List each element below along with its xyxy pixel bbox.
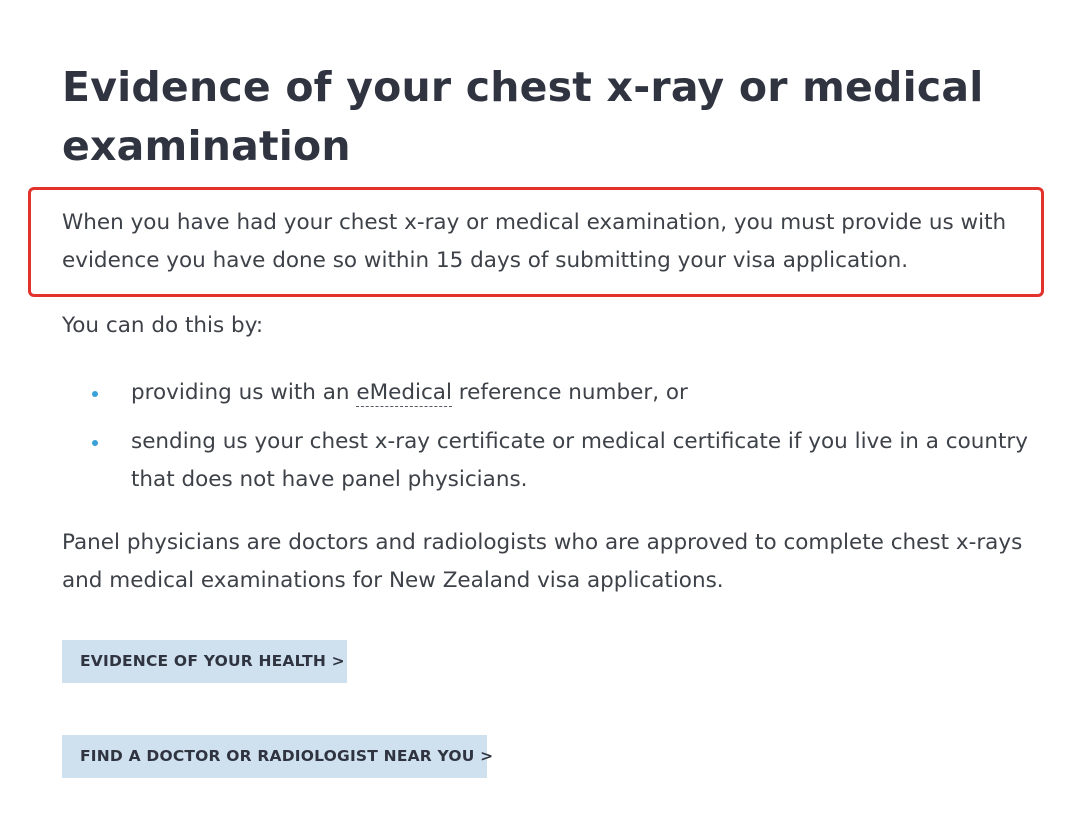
page-title: Evidence of your chest x-ray or medical examination	[62, 63, 984, 170]
options-lead-in: You can do this by:	[62, 313, 264, 338]
panel-physicians-paragraph: Panel physicians are doctors and radiologists who are approved to complete chest x-rays and medical examinations for New Zealand visa applications.	[62, 530, 1023, 593]
content-area	[62, 58, 1062, 176]
intro-paragraph: When you have had your chest x-ray or medical examination, you must provide us with evidence you have done so within 15 days of submitting your visa application.	[62, 210, 1007, 273]
bullet-icon	[92, 440, 98, 446]
evidence-of-health-button[interactable]: EVIDENCE OF YOUR HEALTH >	[62, 640, 347, 683]
emedical-term[interactable]: eMedical	[356, 380, 452, 405]
option-text-after: reference number, or	[451, 380, 688, 405]
list-item	[62, 374, 1062, 412]
find-doctor-button[interactable]: FIND A DOCTOR OR RADIOLOGIST NEAR YOU >	[62, 735, 487, 778]
list-item	[62, 423, 1062, 499]
bullet-icon	[92, 391, 98, 397]
option-text-before: providing us with an	[131, 380, 357, 405]
option-text: sending us your chest x-ray certificate or medical certificate if you live in a country that does not have panel physicians.	[131, 429, 1028, 492]
options-list	[62, 374, 1062, 510]
